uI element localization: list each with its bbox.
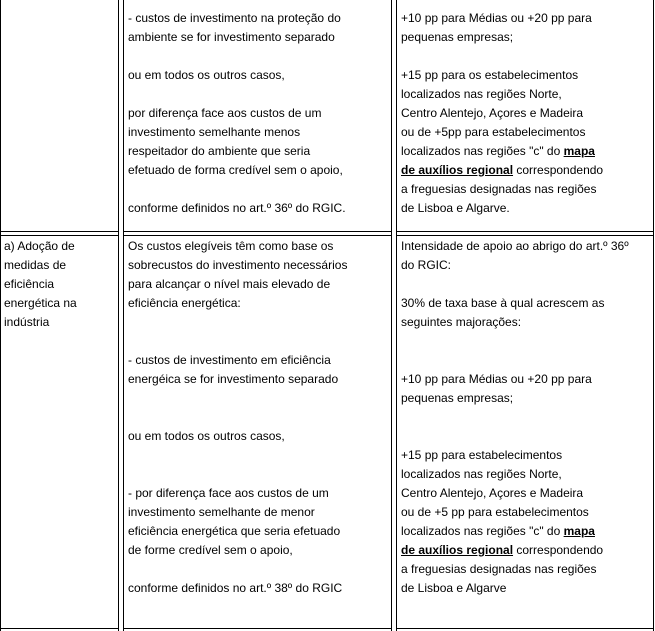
row1-cost-line: efetuado de forma credível sem o apoio, [128,163,343,177]
row-divider [0,231,119,232]
row2-intensity-line: pequenas empresas; [401,391,514,405]
mapa-auxilios-link[interactable]: mapa [563,524,595,538]
row2-cost-line: energéica se for investimento separado [128,372,339,386]
row2-intensity-line: a freguesias designadas nas regiões [401,562,597,576]
row2-cost-line: para alcançar o nível mais elevado de [128,277,331,291]
row1-cost-line: - custos de investimento na proteção do [128,11,341,25]
row1-intensity-line: +10 pp para Médias ou +20 pp para [401,11,592,25]
row-divider [123,628,392,629]
row2-cost-line: conforme definidos no art.º 38º do RGIC [128,581,343,595]
row2-cost-line: Os custos elegíveis têm como base os [128,239,334,253]
row-divider [396,231,654,232]
row1-intensity-line: pequenas empresas; [401,30,514,44]
row-divider [0,628,119,629]
table-border-left [0,0,1,631]
row2-measure-line: energética na [4,296,77,310]
row2-intensity-line [401,541,629,560]
row2-cost-line: investimento semelhante de menor [128,505,315,519]
row2-cost-line: - por diferença face aos custos de um [128,486,329,500]
row-divider [396,235,654,236]
row1-post-link-text: correspondendo [513,163,604,177]
row2-cost-line: - custos de investimento em eficiência [128,353,331,367]
row1-cost-line: investimento semelhante menos [128,125,301,139]
row1-intensity-line: Centro Alentejo, Açores e Madeira [401,106,584,120]
row1-intensity-line [401,142,603,161]
row2-intensity-line: de Lisboa e Algarve [401,581,507,595]
mapa-auxilios-link[interactable]: mapa [563,144,595,158]
column-divider [118,0,119,631]
row2-pre-link-text: localizados nas regiões "c" do [401,524,564,538]
row2-intensity-line: +10 pp para Médias ou +20 pp para [401,372,592,386]
row-divider [123,231,392,232]
row2-intensity-line: 30% de taxa base à qual acrescem as [401,296,605,310]
row2-post-link-text: correspondendo [513,543,604,557]
row1-cost-cell [128,9,346,218]
row2-measure-line: indústria [4,315,50,329]
mapa-auxilios-link[interactable]: de auxílios regional [401,163,514,177]
row2-intensity-line [401,522,629,541]
mapa-auxilios-link[interactable]: de auxílios regional [401,543,514,557]
row2-cost-line: eficiência energética: [128,296,241,310]
row2-cost-line: de forme credível sem o apoio, [128,543,293,557]
row2-intensity-line: ou de +5 pp para estabelecimentos [401,505,589,519]
row1-intensity-line: localizados nas regiões Norte, [401,87,562,101]
row2-intensity-line: +15 pp para estabelecimentos [401,448,563,462]
row2-intensity-line: do RGIC: [401,258,452,272]
row2-intensity-line: Centro Alentejo, Açores e Madeira [401,486,584,500]
row-divider [123,235,392,236]
table-border-right [653,0,654,631]
column-divider [391,0,392,631]
row2-intensity-line: seguintes majorações: [401,315,522,329]
row1-intensity-line: de Lisboa e Algarve. [401,201,510,215]
column-divider [396,0,397,631]
row1-cost-line: ou em todos os outros casos, [128,68,285,82]
row2-intensity-cell [401,237,629,598]
row1-intensity-line [401,161,603,180]
row1-cost-line: ambiente se for investimento separado [128,30,335,44]
row1-cost-line: respeitador do ambiente que seria [128,144,311,158]
row1-intensity-line: ou de +5pp para estabelecimentos [401,125,586,139]
row1-cost-line: conforme definidos no art.º 36º do RGIC. [128,201,346,215]
row1-cost-line: por diferença face aos custos de um [128,106,322,120]
row2-cost-cell [128,237,347,598]
row2-measure-line: medidas de [4,258,67,272]
row2-measure-line: a) Adoção de [4,239,75,253]
row1-intensity-line: +15 pp para os estabelecimentos [401,68,579,82]
row2-measure-cell [4,237,77,332]
row2-intensity-line: Intensidade de apoio ao abrigo do art.º 36º [401,239,629,253]
row1-intensity-cell [401,9,603,218]
row2-cost-line: ou em todos os outros casos, [128,429,285,443]
row-divider [0,235,119,236]
row2-measure-line: eficiência [4,277,55,291]
row1-pre-link-text: localizados nas regiões "c" do [401,144,564,158]
row2-cost-line: sobrecustos do investimento necessários [128,258,348,272]
row-divider [396,628,654,629]
row2-intensity-line: localizados nas regiões Norte, [401,467,562,481]
column-divider [123,0,124,631]
row1-intensity-line: a freguesias designadas nas regiões [401,182,597,196]
row2-cost-line: eficiência energética que seria efetuado [128,524,341,538]
